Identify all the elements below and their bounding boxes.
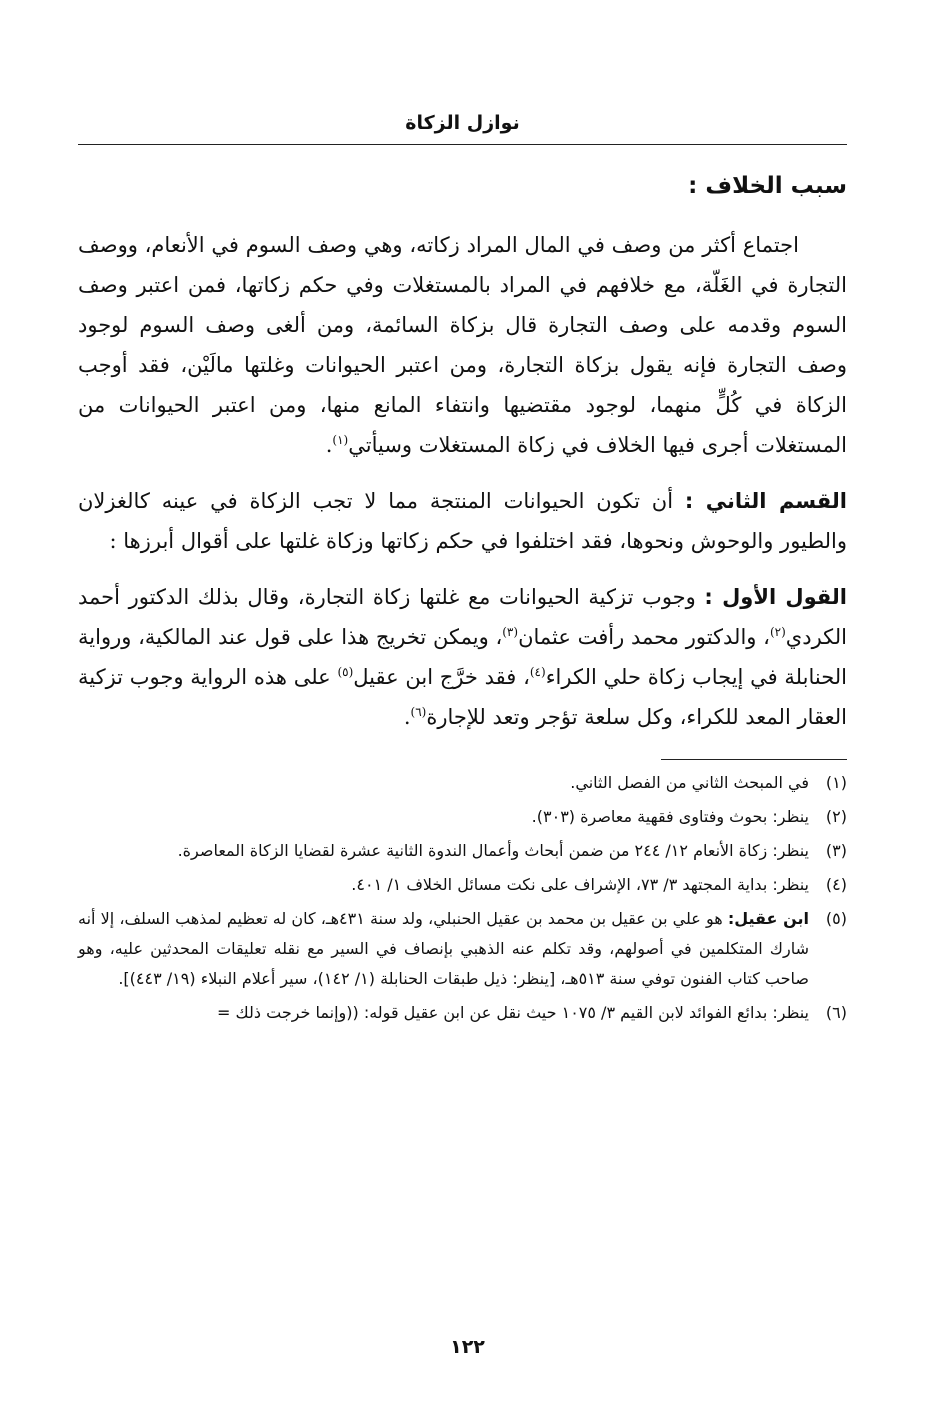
footnote-item: [78, 870, 847, 900]
paragraph-text: على هذه الرواية وجوب تزكية العقار المعد للكراء، وكل سلعة تؤجر وتعد للإجارة: [78, 665, 847, 729]
footnote-number: (٥): [825, 909, 847, 928]
book-page: [78, 108, 847, 1032]
footnote-item: [78, 998, 847, 1028]
page-number: ١٢٢: [450, 1336, 485, 1358]
running-header-title: نوازل الزكاة: [405, 112, 520, 134]
footnote-body: هو علي بن عقيل بن محمد بن عقيل الحنبلي، ولد سنة ٤٣١هـ، كان له تعظيم لمذهب السلف، إلا أنه شارك المتكلمين في أصولهم، وقد تكلم عنه الذهبي بإنصاف في السير مع نقله تعليقات المحدثين عليه، وهو صاحب كتاب الفنون توفي سنة ٥١٣هـ، [ينظر: ذيل طبقات الحنابلة (١/ ١٤٢)، سير أعلام النبلاء (١٩/ ٤٤٣)].: [78, 909, 809, 988]
footnote-number: (٦): [825, 1003, 847, 1022]
footnote-number: (٣): [825, 841, 847, 860]
footnote-item: [78, 768, 847, 798]
footnote-text: ينظر: زكاة الأنعام ١٢/ ٢٤٤ من ضمن أبحاث وأعمال الندوة الثانية عشرة لقضايا الزكاة المعاصرة.: [177, 841, 809, 860]
footnote-ref-5: (٥): [337, 665, 354, 679]
footnote-number: (٢): [825, 807, 847, 826]
footnote-text: ينظر: بحوث وفتاوى فقهية معاصرة (٣٠٣).: [531, 807, 809, 826]
paragraph-text: ، ويمكن تخريج هذا على قول عند المالكية، ورواية الحنابلة في إيجاب زكاة حلي الكراء: [78, 625, 847, 689]
section-title: سبب الخلاف :: [688, 173, 847, 199]
paragraph-end: .: [325, 433, 333, 457]
footnote-item: [78, 904, 847, 994]
footnote-ref-2: (٢): [769, 625, 786, 639]
footnote-number: (٤): [825, 875, 847, 894]
paragraph-disagreement-cause: [78, 225, 847, 465]
paragraph-second-section: [78, 481, 847, 561]
header-rule: [78, 144, 847, 145]
paragraph-end: .: [403, 705, 411, 729]
footnote-number: (١): [825, 773, 847, 792]
paragraph-text: أن تكون الحيوانات المنتجة مما لا تجب الزكاة في عينه كالغزلان والطيور والوحوش ونحوها، فقد اختلفوا في حكم زكاتها وزكاة غلتها على أقوال أبرزها :: [78, 489, 847, 553]
footnote-ref-4: (٤): [529, 665, 546, 679]
footnote-ref-1: (١): [332, 433, 349, 447]
paragraph-text: ، فقد خرَّج ابن عقيل: [353, 665, 530, 689]
paragraph-first-opinion: [78, 577, 847, 737]
footnotes: [78, 768, 847, 1028]
paragraph-text: وجوب تزكية الحيوانات مع غلتها زكاة التجارة، وقال بذلك الدكتور أحمد الكردي: [78, 585, 847, 649]
footnote-term: ابن عقيل:: [727, 909, 809, 928]
term-first-opinion: القول الأول :: [704, 585, 848, 609]
footnote-item: [78, 836, 847, 866]
footnote-item: [78, 802, 847, 832]
footnote-text: ينظر: بداية المجتهد ٣/ ٧٣، الإشراف على نكت مسائل الخلاف ١/ ٤٠١.: [351, 875, 809, 894]
footnote-ref-3: (٣): [502, 625, 519, 639]
footnote-text: ينظر: بدائع الفوائد لابن القيم ٣/ ١٠٧٥ حيث نقل عن ابن عقيل قوله: ((وإنما خرجت ذلك =: [217, 1003, 809, 1022]
footnote-text: [78, 904, 809, 994]
footnote-ref-6: (٦): [410, 705, 427, 719]
paragraph-text: ، والدكتور محمد رأفت عثمان: [518, 625, 770, 649]
term-second-section: القسم الثاني :: [684, 489, 847, 513]
footnote-separator: [661, 759, 847, 760]
footnote-text: في المبحث الثاني من الفصل الثاني.: [570, 773, 809, 792]
paragraph-text: اجتماع أكثر من وصف في المال المراد زكاته، وهي وصف السوم في الأنعام، ووصف التجارة في الغَلّة، مع خلافهم في المراد بالمستغلات وفي حكم زكاتها، فمن اعتبر وصف السوم وقدمه على وصف التجارة قال بزكاة السائمة، ومن ألغى وصف السوم لوجود وصف التجارة فإنه يقول بزكاة التجارة، ومن اعتبر الحيوانات وغلتها مالَيْن، فقد أوجب الزكاة في كُلٍّ منهما، لوجود مقتضيها وانتفاء المانع منها، ومن اعتبر الحيوانات من المستغلات أجرى فيها الخلاف في زكاة المستغلات وسيأتي: [78, 233, 847, 457]
